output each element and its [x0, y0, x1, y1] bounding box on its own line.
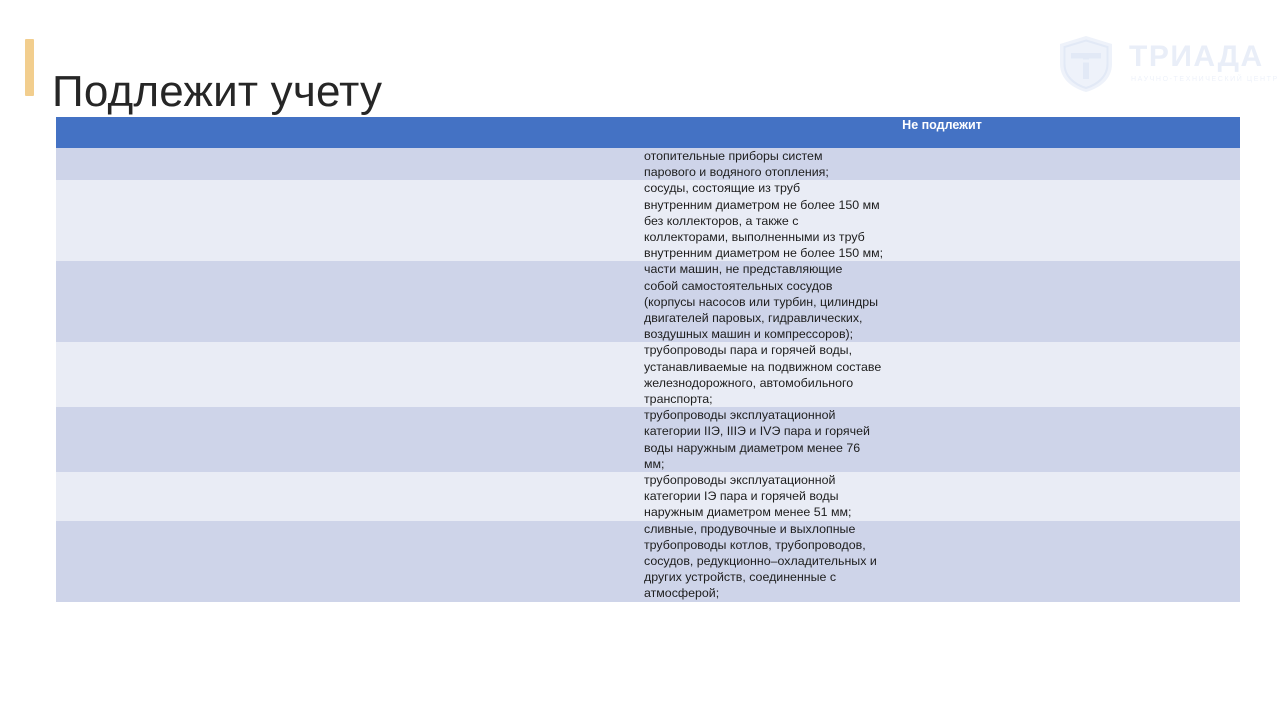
cell-text-line: части машин, не представляющие [644, 262, 843, 277]
table-header-row [56, 117, 1240, 148]
cell-text-line: коллекторами, выполненными из труб [644, 230, 865, 245]
cell-text-line: без коллекторов, а также с [644, 213, 799, 228]
cell-ne-podlezhit [644, 148, 1240, 180]
slide-header [0, 0, 1284, 117]
cell-text-line: двигателей паровых, гидравлических, [644, 311, 863, 326]
cell-text-line: воздушных машин и компрессоров); [644, 327, 854, 342]
cell-text-line: сосуды, состоящие из труб [644, 181, 801, 196]
page-title: Подлежит учету [52, 67, 383, 117]
cell-text-line: (корпусы насосов или турбин, цилиндры [644, 294, 879, 309]
cell-ne-podlezhit [644, 521, 1240, 602]
cell-text-line: сосудов, редукционно–охладительных и [644, 554, 877, 569]
cell-text-line: воды наружным диаметром менее 76 [644, 440, 861, 455]
cell-ne-podlezhit [644, 342, 1240, 407]
table-row [56, 521, 1240, 602]
cell-text-line: атмосферой; [644, 586, 720, 601]
cell-text-line: сливные, продувочные и выхлопные [644, 521, 856, 536]
cell-podlezhit [56, 407, 644, 472]
cell-ne-podlezhit [644, 261, 1240, 342]
cell-podlezhit [56, 472, 644, 521]
cell-text-line: устанавливаемые на подвижном составе [644, 359, 882, 374]
cell-text-line: мм; [644, 456, 665, 471]
cell-text-line: наружным диаметром менее 51 мм; [644, 505, 852, 520]
cell-text-line: других устройств, соединенные с [644, 570, 837, 585]
table-row [56, 472, 1240, 521]
logo-wordmark: ТРИАДА [1129, 40, 1264, 73]
column-header-podlezhit [56, 117, 644, 148]
table-header [56, 117, 1240, 148]
cell-text-line: категории IЭ пара и горячей воды [644, 489, 839, 504]
logo-tagline: НАУЧНО-ТЕХНИЧЕСКИЙ ЦЕНТР [1131, 76, 1279, 83]
cell-text-line: категории IIЭ, IIIЭ и IVЭ пара и горячей [644, 424, 870, 439]
table-body [56, 148, 1240, 602]
cell-podlezhit [56, 342, 644, 407]
table-row [56, 342, 1240, 407]
shield-icon [1055, 33, 1117, 95]
cell-podlezhit [56, 521, 644, 602]
cell-text-line: трубопроводы эксплуатационной [644, 408, 836, 423]
cell-text-line: транспорта; [644, 392, 713, 407]
cell-text-line: железнодорожного, автомобильного [644, 375, 854, 390]
column-header-ne-podlezhit: Не подлежит [644, 117, 1240, 148]
cell-text-line: парового и водяного отопления; [644, 165, 829, 180]
cell-text-line: внутренним диаметром не более 150 мм; [644, 246, 884, 261]
cell-text-line: трубопроводы котлов, трубопроводов, [644, 537, 866, 552]
table-row [56, 261, 1240, 342]
brand-logo [1055, 33, 1279, 95]
title-accent-bar [25, 39, 34, 96]
cell-ne-podlezhit [644, 180, 1240, 261]
cell-text-line: внутренним диаметром не более 150 мм [644, 197, 880, 212]
comparison-table [56, 117, 1240, 602]
cell-podlezhit [56, 261, 644, 342]
cell-podlezhit [56, 148, 644, 180]
cell-text-line: отопительные приборы систем [644, 149, 823, 163]
cell-text-line: трубопроводы эксплуатационной [644, 473, 836, 488]
cell-text-line: собой самостоятельных сосудов [644, 278, 833, 293]
table-row [56, 148, 1240, 180]
table-row [56, 180, 1240, 261]
table-row [56, 407, 1240, 472]
cell-ne-podlezhit [644, 407, 1240, 472]
cell-text-line: трубопроводы пара и горячей воды, [644, 343, 853, 358]
cell-ne-podlezhit [644, 472, 1240, 521]
cell-podlezhit [56, 180, 644, 261]
